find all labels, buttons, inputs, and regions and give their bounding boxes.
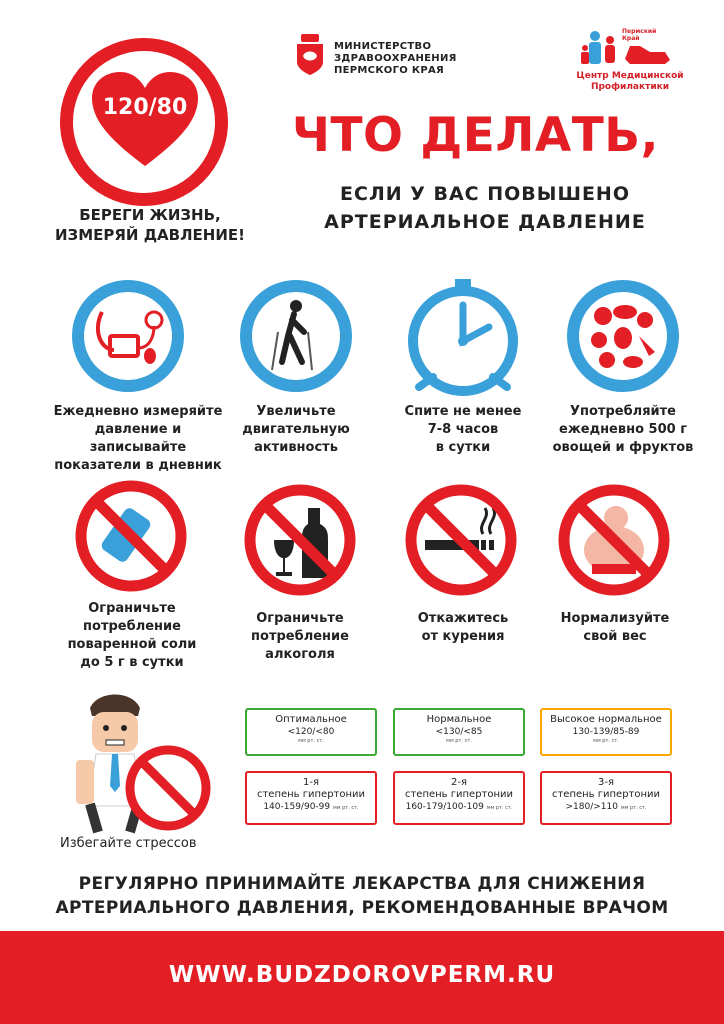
page-subtitle: ЕСЛИ У ВАС ПОВЫШЕНО АРТЕРИАЛЬНОЕ ДАВЛЕНИЕ xyxy=(324,183,646,233)
stressed-man-icon xyxy=(68,686,218,836)
stress-caption: Избегайте стрессов xyxy=(60,836,197,851)
bp-category-normal: Нормальное <130/<85 мм рт. ст. xyxy=(393,708,525,756)
tip-caption-salt: Ограничьте потребление поваренной соли до 5 г в сутки xyxy=(67,601,197,670)
no-overweight-icon xyxy=(558,484,670,596)
bp-category-high-normal: Высокое нормальное 130-139/85-89 мм рт. ст. xyxy=(540,708,672,756)
center-region: Пермский Край xyxy=(622,28,657,42)
tonometer-icon xyxy=(72,280,184,392)
tip-caption-smoking: Откажитесь от курения xyxy=(417,611,509,644)
tip-caption-tonometer: Ежедневно измеряйте давление и записывайте показатели в дневник xyxy=(53,404,223,473)
ministry-emblem-icon xyxy=(295,32,325,76)
website-link[interactable]: WWW.BUDZDOROVPERM.RU xyxy=(168,962,556,988)
tip-caption-fruits: Употребляйте ежедневно 500 г овощей и фруктов xyxy=(552,404,694,455)
bp-category-grade2: 2-я степень гипертонии 160-179/100-109 мм рт. ст. xyxy=(393,771,525,825)
no-smoking-icon xyxy=(405,484,517,596)
heart-icon xyxy=(90,70,200,170)
center-name: Центр Медицинской Профилактики xyxy=(576,71,684,92)
no-alcohol-icon xyxy=(244,484,356,596)
walking-icon xyxy=(240,280,352,392)
bp-category-grade3: 3-я степень гипертонии >180/>110 мм рт. ст. xyxy=(540,771,672,825)
ministry-name: МИНИСТЕРСТВО ЗДРАВООХРАНЕНИЯ ПЕРМСКОГО КРАЯ xyxy=(334,41,457,76)
tip-caption-activity: Увеличьте двигательную активность xyxy=(242,404,350,455)
alarm-clock-icon xyxy=(403,277,523,399)
tip-caption-weight: Нормализуйте свой вес xyxy=(560,611,670,644)
bp-category-optimal: Оптимальное <120/<80 мм рт. ст. xyxy=(245,708,377,756)
no-salt-icon xyxy=(75,480,187,592)
slogan: БЕРЕГИ ЖИЗНЬ, ИЗМЕРЯЙ ДАВЛЕНИЕ! xyxy=(54,206,245,244)
fruits-vegetables-icon xyxy=(567,280,679,392)
tip-caption-sleep: Спите не менее 7-8 часов в сутки xyxy=(404,404,522,455)
medication-advice: РЕГУЛЯРНО ПРИНИМАЙТЕ ЛЕКАРСТВА ДЛЯ СНИЖЕНИЯ АРТЕРИАЛЬНОГО ДАВЛЕНИЯ, РЕКОМЕНДОВАННЫЕ ВРАЧОМ xyxy=(55,874,669,918)
pressure-value: 120/80 xyxy=(102,95,188,120)
page-title: ЧТО ДЕЛАТЬ, xyxy=(292,108,659,163)
bp-category-grade1: 1-я степень гипертонии 140-159/90-99 мм рт. ст. xyxy=(245,771,377,825)
tip-caption-alcohol: Ограничьте потребление алкоголя xyxy=(251,611,349,662)
